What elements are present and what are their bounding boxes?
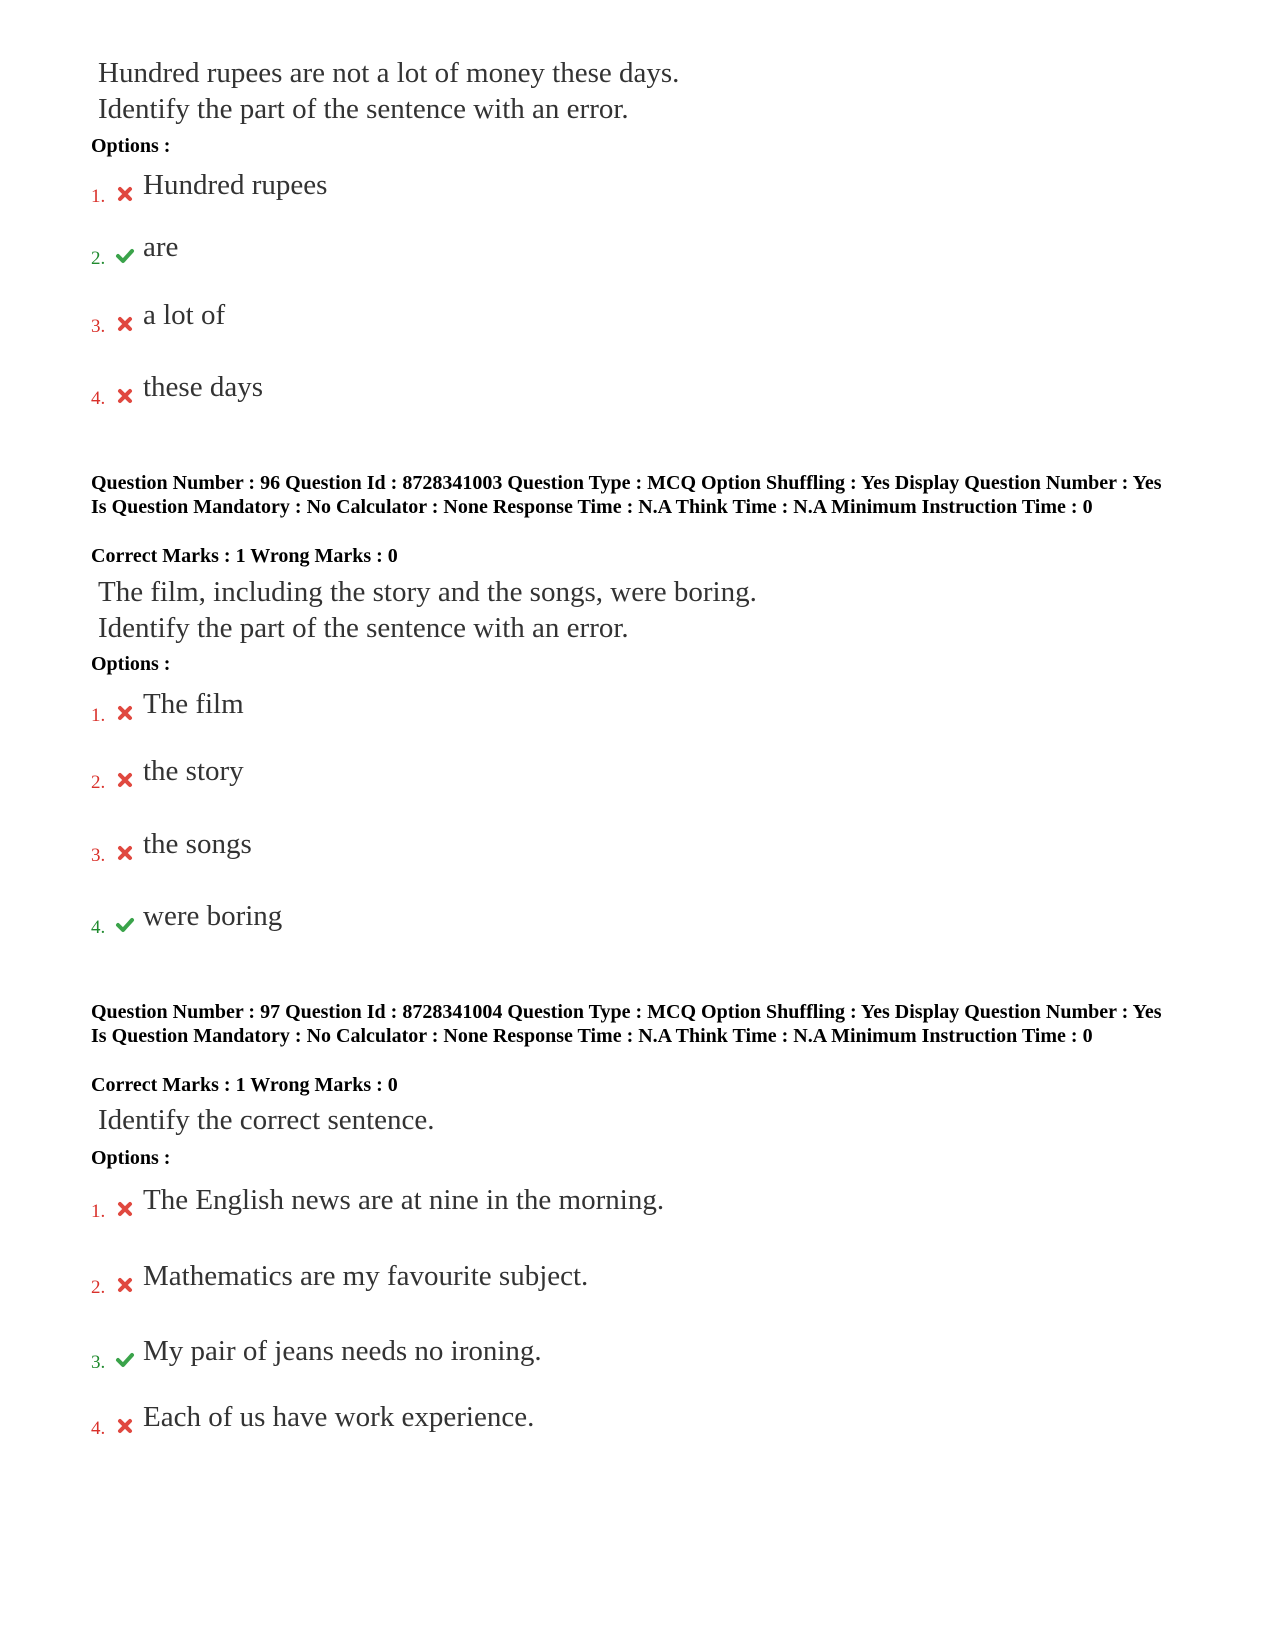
question-line: Identify the part of the sentence with an error. — [98, 93, 629, 125]
option-text: Mathematics are my favourite subject. — [143, 1260, 589, 1292]
option-3 — [91, 1334, 991, 1374]
option-number: 4. — [91, 388, 106, 409]
option-number: 4. — [91, 1418, 106, 1439]
option-text: The film — [143, 688, 244, 720]
cross-icon — [115, 184, 135, 204]
option-number: 3. — [91, 1352, 106, 1373]
question-line: The film, including the story and the songs, were boring. — [98, 576, 757, 608]
option-text: The English news are at nine in the morning. — [143, 1184, 665, 1216]
check-icon — [115, 915, 135, 935]
options-label: Options : — [91, 653, 171, 675]
cross-icon — [115, 386, 135, 406]
option-1 — [91, 168, 991, 208]
check-icon — [115, 1350, 135, 1370]
option-number: 2. — [91, 772, 106, 793]
option-2 — [91, 1259, 991, 1299]
question-meta: Question Number : 97 Question Id : 8728341004 Question Type : MCQ Option Shuffling : Yes Display Question Number : Yes Is Question Mandatory : No Calculator : None Response Time : N.A Think Time : N.A Minimum Instruction Time : 0 — [91, 1001, 1162, 1047]
question-line: Identify the part of the sentence with an error. — [98, 612, 629, 644]
option-number: 2. — [91, 248, 106, 269]
option-number: 3. — [91, 845, 106, 866]
question-text — [98, 574, 757, 646]
option-2 — [91, 754, 991, 794]
option-number: 1. — [91, 1201, 106, 1222]
option-number: 2. — [91, 1277, 106, 1298]
option-text: were boring — [143, 900, 283, 932]
cross-icon — [115, 770, 135, 790]
question-text — [98, 1102, 435, 1138]
option-text: the story — [143, 755, 244, 787]
cross-icon — [115, 1416, 135, 1436]
options-label: Options : — [91, 1147, 171, 1169]
option-1 — [91, 687, 991, 727]
question-line: Identify the correct sentence. — [98, 1104, 435, 1136]
option-2 — [91, 230, 991, 270]
option-text: My pair of jeans needs no ironing. — [143, 1335, 542, 1367]
option-number: 1. — [91, 705, 106, 726]
option-number: 4. — [91, 917, 106, 938]
check-icon — [115, 246, 135, 266]
option-text: are — [143, 231, 179, 263]
option-4 — [91, 370, 991, 410]
option-text: Hundred rupees — [143, 169, 328, 201]
option-3 — [91, 827, 991, 867]
question-marks: Correct Marks : 1 Wrong Marks : 0 — [91, 1074, 398, 1096]
question-text — [98, 55, 679, 127]
option-text: Each of us have work experience. — [143, 1401, 535, 1433]
option-number: 3. — [91, 316, 106, 337]
option-number: 1. — [91, 186, 106, 207]
option-4 — [91, 1400, 991, 1440]
option-text: these days — [143, 371, 263, 403]
option-3 — [91, 298, 991, 338]
options-label: Options : — [91, 135, 171, 157]
cross-icon — [115, 1199, 135, 1219]
question-marks: Correct Marks : 1 Wrong Marks : 0 — [91, 545, 398, 567]
cross-icon — [115, 1275, 135, 1295]
cross-icon — [115, 703, 135, 723]
option-text: a lot of — [143, 299, 226, 331]
option-text: the songs — [143, 828, 252, 860]
option-4 — [91, 899, 991, 939]
question-meta: Question Number : 96 Question Id : 8728341003 Question Type : MCQ Option Shuffling : Yes Display Question Number : Yes Is Question Mandatory : No Calculator : None Response Time : N.A Think Time : N.A Minimum Instruction Time : 0 — [91, 472, 1162, 518]
cross-icon — [115, 843, 135, 863]
option-1 — [91, 1183, 991, 1223]
cross-icon — [115, 314, 135, 334]
question-line: Hundred rupees are not a lot of money these days. — [98, 57, 680, 89]
